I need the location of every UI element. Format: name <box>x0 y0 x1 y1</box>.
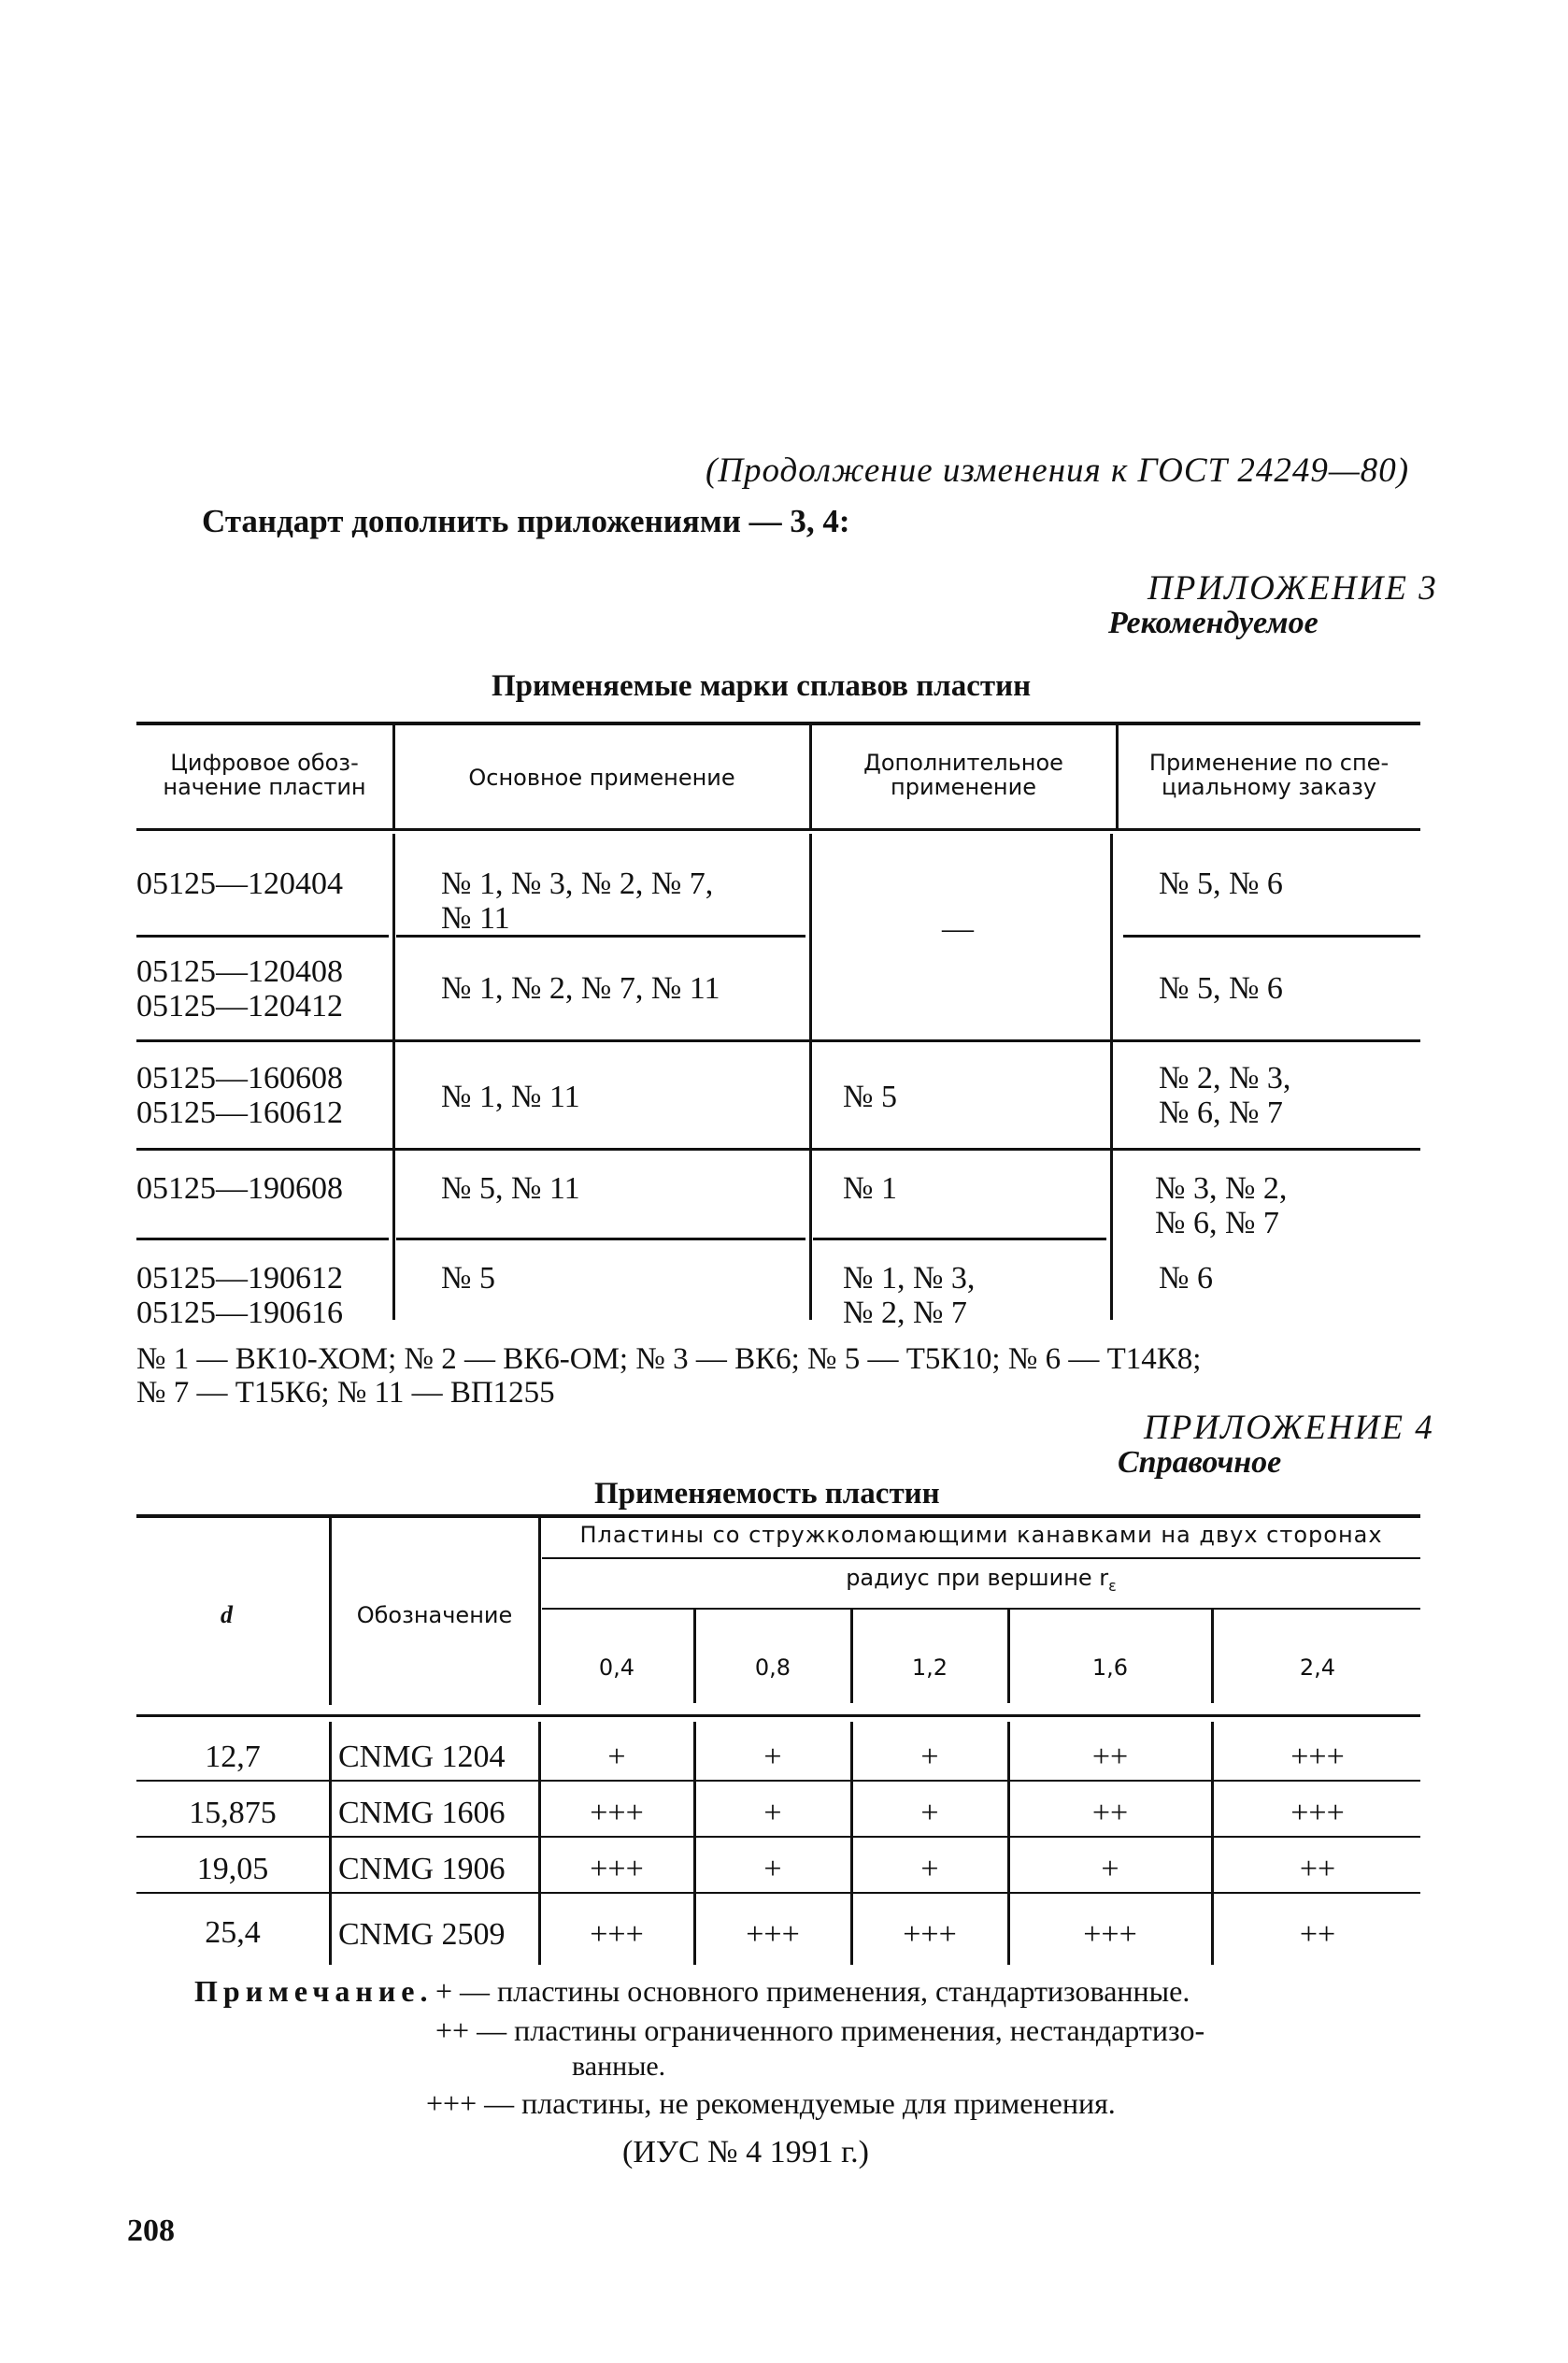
table-row-designation: CNMG 1906 <box>338 1852 506 1886</box>
table-row-code: 05125—190612 05125—190616 <box>136 1261 343 1330</box>
appendix3-subtitle: Рекомендуемое <box>1108 606 1319 640</box>
header-radius-1: 0,8 <box>754 1654 791 1681</box>
table-row-designation: CNMG 1204 <box>338 1740 506 1774</box>
note-line: ++ — пластины ограниченного применения, нестандартизо- <box>435 2013 1205 2047</box>
table-row-value: + <box>763 1852 782 1886</box>
appendix4-title: ПРИЛОЖЕНИЕ 4 <box>1144 1409 1434 1447</box>
header-designation: Обозначение <box>356 1602 513 1628</box>
header-radius-2: 1,2 <box>911 1654 948 1681</box>
header-main: Основное применение <box>468 765 735 791</box>
table-row-value: +++ <box>746 1917 800 1952</box>
header-radius-0: 0,4 <box>598 1654 635 1681</box>
table-row-main: № 5, № 11 <box>441 1171 580 1206</box>
table-row-extra: № 5 <box>843 1080 897 1114</box>
note-line: +++ — пластины, не рекомендуемые для применения. <box>426 2086 1116 2120</box>
table-row-d: 12,7 <box>205 1740 261 1774</box>
table-row-main: № 1, № 3, № 2, № 7, № 11 <box>441 866 714 936</box>
table-row-value: + <box>607 1740 626 1774</box>
header-radius-text: радиус при вершине r <box>846 1565 1109 1591</box>
table-row-value: ++ <box>1091 1740 1129 1774</box>
table-row-value: + <box>1101 1852 1119 1886</box>
table-row-special: № 5, № 6 <box>1159 866 1283 901</box>
page-number: 208 <box>127 2213 175 2248</box>
appendix3-table-title: Применяемые марки сплавов пластин <box>492 669 1032 703</box>
table-row-value: + <box>920 1796 939 1830</box>
intro-text: Стандарт дополнить приложениями — 3, 4: <box>202 503 850 539</box>
alloy-legend: № 1 — ВК10-ХОМ; № 2 — ВК6-ОМ; № 3 — ВК6; № 5 — Т5К10; № 6 — Т14К8; № 7 — Т15К6; № 11 — ВП1255 <box>136 1342 1202 1411</box>
table-row-value: +++ <box>590 1852 644 1886</box>
header-group: Пластины со стружколомающими канавками на двух сторонах <box>579 1522 1383 1548</box>
header-radius-3: 1,6 <box>1091 1654 1129 1681</box>
table-row-special: № 3, № 2, № 6, № 7 <box>1155 1171 1288 1240</box>
table-row-value: +++ <box>1290 1796 1345 1830</box>
table-row-main: № 1, № 11 <box>441 1080 580 1114</box>
table-row-code: 05125—190608 <box>136 1171 343 1206</box>
table-row-designation: CNMG 2509 <box>338 1917 506 1952</box>
table-row-d: 15,875 <box>189 1796 277 1830</box>
table-row-value: +++ <box>590 1796 644 1830</box>
table-row-value: ++ <box>1091 1796 1129 1830</box>
table-row-designation: CNMG 1606 <box>338 1796 506 1830</box>
table-row-value: ++ <box>1299 1852 1336 1886</box>
source-reference: (ИУС № 4 1991 г.) <box>622 2135 869 2170</box>
note-line: ванные. <box>572 2051 666 2082</box>
appendix4-table-title: Применяемость пластин <box>594 1477 940 1511</box>
table-row-value: ++ <box>1299 1917 1336 1952</box>
table-row-value: + <box>763 1796 782 1830</box>
table-row-d: 25,4 <box>205 1915 261 1950</box>
table-row-d: 19,05 <box>196 1852 269 1886</box>
table-row-value: + <box>763 1740 782 1774</box>
appendix4-subtitle: Справочное <box>1118 1445 1282 1480</box>
header-radius-4: 2,4 <box>1299 1654 1336 1681</box>
header-code: Цифровое обоз- начение пластин <box>163 750 366 800</box>
table-row-extra: № 1, № 3, № 2, № 7 <box>843 1261 976 1330</box>
appendix3-title: ПРИЛОЖЕНИЕ 3 <box>1147 569 1438 608</box>
header-special: Применение по спе- циальному заказу <box>1148 750 1390 800</box>
table-row-main: № 5 <box>441 1261 495 1296</box>
table-row-code: 05125—120408 05125—120412 <box>136 954 343 1024</box>
table-row-extra: — <box>942 911 974 946</box>
header-radius <box>542 1567 1420 1594</box>
header-radius-sub: ε <box>1108 1576 1117 1595</box>
header-extra: Дополнительное применение <box>863 750 1063 800</box>
table-row-special: № 2, № 3, № 6, № 7 <box>1159 1061 1291 1130</box>
table-row-special: № 5, № 6 <box>1159 971 1283 1006</box>
table-row-code: 05125—120404 <box>136 866 343 901</box>
table-row-extra: № 1 <box>843 1171 897 1206</box>
table-row-value: + <box>920 1852 939 1886</box>
table-row-main: № 1, № 2, № 7, № 11 <box>441 971 720 1006</box>
table-row-special: № 6 <box>1159 1261 1213 1296</box>
note-line: + — пластины основного применения, стандартизованные. <box>435 1974 1190 2008</box>
header-d: d <box>221 1601 233 1628</box>
table-row-value: +++ <box>1290 1740 1345 1774</box>
continuation-note: (Продолжение изменения к ГОСТ 24249—80) <box>706 451 1410 490</box>
table-row-value: +++ <box>590 1917 644 1952</box>
note-label: Примечание. <box>194 1974 434 2008</box>
table-row-value: + <box>920 1740 939 1774</box>
table-row-value: +++ <box>1083 1917 1137 1952</box>
table-row-code: 05125—160608 05125—160612 <box>136 1061 343 1130</box>
table-row-value: +++ <box>903 1917 957 1952</box>
